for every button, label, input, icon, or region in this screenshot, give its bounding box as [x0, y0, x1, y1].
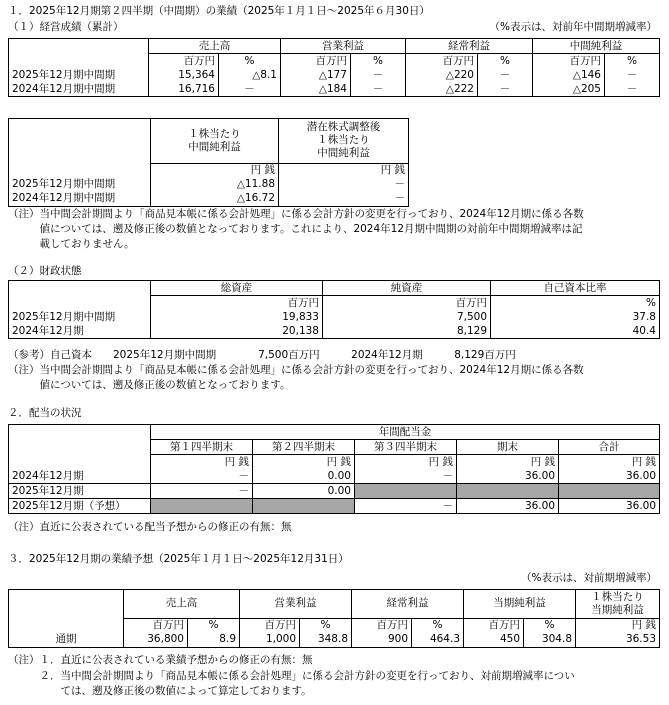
section1-title: １．2025年12月期第２四半期（中間期）の業績（2025年１月１日～2025年６月30日） — [8, 5, 430, 17]
unit-cell: 百万円 — [240, 618, 300, 633]
col-header: 経常利益 — [406, 39, 533, 54]
shaded-cell — [559, 484, 660, 499]
unit-cell: 円 銭 — [355, 455, 457, 470]
value-cell: － — [355, 499, 457, 514]
col-header: 売上高 — [149, 39, 281, 54]
unit-cell: 百万円 — [533, 54, 605, 69]
col-header: 合計 — [559, 440, 660, 455]
value-cell: △222 — [406, 82, 478, 97]
table-row — [9, 310, 660, 324]
unit-cell: % — [188, 618, 240, 633]
unit-cell: 円 銭 — [559, 455, 660, 470]
value-cell: － — [355, 469, 457, 484]
value-cell: 1,000 — [240, 633, 300, 648]
value-cell: 36.00 — [457, 499, 559, 514]
unit-cell: % — [351, 54, 406, 69]
operating-results-table — [8, 38, 660, 97]
section4-note-2: ２．当中間会計期間より「商品見本帳に係る会計処理」に係る会計方針の変更を行っており、対前期増減率につい ては、遡及修正後の数値によって算定しております。 — [39, 670, 575, 697]
value-cell: △184 — [281, 82, 351, 97]
value-cell: － — [605, 82, 660, 97]
value-cell: 36.00 — [457, 469, 559, 484]
table-row — [9, 633, 660, 648]
table-row — [9, 324, 660, 339]
unit-cell: 百万円 — [124, 618, 188, 633]
value-cell: － — [478, 68, 533, 82]
value-cell: 20,138 — [151, 324, 323, 339]
value-cell: 36,800 — [124, 633, 188, 648]
value-cell: 900 — [352, 633, 412, 648]
row-label: 2025年12月期 — [9, 484, 151, 499]
group-header: 年間配当金 — [151, 425, 660, 440]
value-cell: 8,129 — [323, 324, 491, 339]
col-header: １株当たり 当期純利益 — [576, 590, 660, 619]
col-header: 売上高 — [124, 590, 240, 619]
unit-row — [9, 54, 660, 69]
header-row — [9, 119, 409, 164]
row-label: 2025年12月期中間期 — [9, 178, 151, 192]
col-header: 純資産 — [323, 281, 491, 296]
section3-title: ２．配当の状況 — [8, 407, 82, 419]
header-row — [9, 39, 660, 54]
table-row — [9, 484, 660, 499]
unit-cell: 百万円 — [464, 618, 524, 633]
value-cell: △205 — [533, 82, 605, 97]
value-cell: － — [351, 68, 406, 82]
financial-position-table — [8, 280, 660, 339]
col-header: 営業利益 — [281, 39, 406, 54]
header-row — [9, 440, 660, 455]
unit-cell: % — [412, 618, 464, 633]
value-cell: 15,364 — [149, 68, 219, 82]
value-cell: △16.72 — [151, 192, 279, 207]
unit-row — [9, 618, 660, 633]
value-cell: － — [351, 82, 406, 97]
table-row — [9, 499, 660, 514]
value-cell: △8.1 — [219, 68, 281, 82]
col-header: 中間純利益 — [533, 39, 660, 54]
table-row — [9, 178, 409, 192]
section1-note: （注）当中間会計期間より「商品見本帳に係る会計処理」に係る会計方針の変更を行っており、2024年12月期に係る各数 値については、遡及修正後の数値となっております。これにより、2024年12月期中間期の対前年中間期増減率は記 載しておりません。 — [8, 208, 584, 250]
blank-cell — [9, 618, 124, 633]
value-cell: 36.00 — [559, 499, 660, 514]
table-row — [9, 469, 660, 484]
unit-cell: 百万円 — [281, 54, 351, 69]
col-header: 潜在株式調整後 １株当たり 中間純利益 — [279, 119, 409, 164]
blank-cell — [9, 281, 151, 296]
section1-pct-note: （%表示は、対前年中間期増減率） — [489, 21, 657, 33]
col-header: 当期純利益 — [464, 590, 576, 619]
value-cell: － — [478, 82, 533, 97]
value-cell: － — [605, 68, 660, 82]
blank-cell — [9, 440, 151, 455]
value-cell: 348.8 — [300, 633, 352, 648]
blank-cell — [9, 296, 151, 311]
dividend-table — [8, 424, 660, 514]
col-header: 第１四半期末 — [151, 440, 253, 455]
value-cell: 450 — [464, 633, 524, 648]
value-cell: － — [151, 469, 253, 484]
col-header: 期末 — [457, 440, 559, 455]
value-cell: △177 — [281, 68, 351, 82]
section2-subtitle: （２）財政状態 — [8, 265, 82, 277]
value-cell: 40.4 — [491, 324, 660, 339]
value-cell: 36.53 — [576, 633, 660, 648]
col-header: 第２四半期末 — [253, 440, 355, 455]
unit-cell: 円 銭 — [253, 455, 355, 470]
shaded-cell — [253, 499, 355, 514]
value-cell: 8.9 — [188, 633, 240, 648]
forecast-table — [8, 589, 660, 648]
unit-cell: 百万円 — [323, 296, 491, 311]
unit-cell: % — [605, 54, 660, 69]
blank-cell — [9, 163, 151, 178]
col-header: 経常利益 — [352, 590, 464, 619]
value-cell: 16,716 — [149, 82, 219, 97]
row-label: 2024年12月期中間期 — [9, 192, 151, 207]
unit-row — [9, 163, 409, 178]
unit-cell: 円 銭 — [279, 163, 409, 178]
unit-row — [9, 296, 660, 311]
unit-cell: % — [491, 296, 660, 311]
unit-cell: % — [300, 618, 352, 633]
blank-cell — [9, 425, 151, 440]
value-cell: 7,500 — [323, 310, 491, 324]
header-row — [9, 281, 660, 296]
section1-subtitle: （１）経営成績（累計） — [8, 21, 124, 33]
row-label: 2025年12月期中間期 — [9, 310, 151, 324]
shaded-cell — [355, 484, 457, 499]
value-cell: － — [279, 178, 409, 192]
unit-cell: % — [219, 54, 281, 69]
table-row — [9, 192, 409, 207]
value-cell: 0.00 — [253, 484, 355, 499]
blank-cell — [9, 119, 151, 164]
unit-cell: 百万円 — [151, 296, 323, 311]
blank-cell — [9, 39, 149, 54]
unit-row — [9, 455, 660, 470]
row-label: 2024年12月期 — [9, 469, 151, 484]
row-label: 通期 — [9, 633, 124, 648]
value-cell: － — [219, 82, 281, 97]
equity-reference: （参考）自己資本 2025年12月期中間期 7,500百万円 2024年12月期 8,129百万円 — [8, 349, 516, 361]
value-cell: △11.88 — [151, 178, 279, 192]
unit-cell: 円 銭 — [151, 163, 279, 178]
shaded-cell — [457, 484, 559, 499]
header-row — [9, 590, 660, 619]
row-label: 2024年12月期中間期 — [9, 82, 149, 97]
section2-note: （注）当中間会計期間より「商品見本帳に係る会計処理」に係る会計方針の変更を行っており、2024年12月期に係る各数 値については、遡及修正後の数値となっております。 — [8, 364, 584, 391]
value-cell: － — [279, 192, 409, 207]
section4-pct-note: （%表示は、対前期増減率） — [521, 572, 657, 584]
col-header: 第３四半期末 — [355, 440, 457, 455]
value-cell: 304.8 — [524, 633, 576, 648]
value-cell: － — [151, 484, 253, 499]
shaded-cell — [151, 499, 253, 514]
row-label: 2024年12月期 — [9, 324, 151, 339]
value-cell: 19,833 — [151, 310, 323, 324]
eps-table — [8, 118, 409, 207]
unit-cell: 円 銭 — [457, 455, 559, 470]
value-cell: △220 — [406, 68, 478, 82]
row-label: 2025年12月期（予想） — [9, 499, 151, 514]
value-cell: 0.00 — [253, 469, 355, 484]
unit-cell: % — [478, 54, 533, 69]
row-label: 2025年12月期中間期 — [9, 68, 149, 82]
blank-cell — [9, 54, 149, 69]
col-header: １株当たり 中間純利益 — [151, 119, 279, 164]
value-cell: 37.8 — [491, 310, 660, 324]
unit-cell: 百万円 — [149, 54, 219, 69]
col-header: 総資産 — [151, 281, 323, 296]
value-cell: 36.00 — [559, 469, 660, 484]
section4-title: ３．2025年12月期の業績予想（2025年１月１日～2025年12月31日） — [8, 553, 349, 565]
section3-note: （注）直近に公表されている配当予想からの修正の有無：無 — [8, 521, 292, 533]
value-cell: 464.3 — [412, 633, 464, 648]
unit-cell: 百万円 — [352, 618, 412, 633]
unit-cell: 円 銭 — [151, 455, 253, 470]
section4-note-1: （注）１．直近に公表されている業績予想からの修正の有無：無 — [8, 654, 313, 666]
table-row — [9, 82, 660, 97]
col-header: 自己資本比率 — [491, 281, 660, 296]
table-row — [9, 68, 660, 82]
unit-cell: 百万円 — [406, 54, 478, 69]
unit-cell: % — [524, 618, 576, 633]
blank-cell — [9, 590, 124, 619]
group-header-row — [9, 425, 660, 440]
value-cell: △146 — [533, 68, 605, 82]
blank-cell — [9, 455, 151, 470]
col-header: 営業利益 — [240, 590, 352, 619]
unit-cell: 円 銭 — [576, 618, 660, 633]
